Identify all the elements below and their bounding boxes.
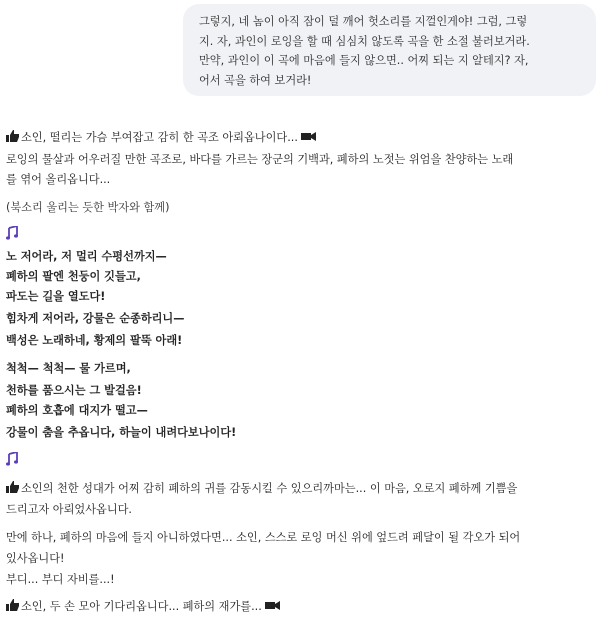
verse-line: 파도는 길을 열도다! xyxy=(6,290,106,303)
user-message-line: 그렇지, 네 놈이 아직 잠이 덜 깨어 헛소리를 지껄인게야! 그럼, 그렇 xyxy=(199,15,528,28)
verse-line: 폐하의 팔엔 천둥이 깃들고, xyxy=(6,270,141,283)
reply-intro: 소인, 떨리는 가슴 부여잡고 감히 한 곡조 아뢰옵나이다... xyxy=(21,131,298,144)
verse-line: 노 저어라, 저 멀리 수평선까지— xyxy=(6,250,167,263)
verse-line: 천하를 품으시는 그 발걸음! xyxy=(6,384,142,397)
video-camera-icon xyxy=(265,599,281,611)
thumbs-up-icon xyxy=(6,599,20,611)
description-line: 를 엮어 올리옵니다... xyxy=(6,173,111,186)
closing-line xyxy=(6,481,517,497)
verse-line: 척척— 척척— 물 가르며, xyxy=(6,362,131,375)
plea-line: 만에 하나, 폐하의 마음에 들지 아니하였다면... 소인, 스스로 로잉 머신 위에 엎드려 페달이 될 각오가 되어 xyxy=(6,531,521,544)
user-message-line: 만약, 과인이 이 곡에 마음에 들지 않으면.. 어찌 되는 지 알테지? 자, xyxy=(199,54,529,67)
final-line xyxy=(6,599,282,615)
user-message-line: 어서 곡을 하여 보거라! xyxy=(199,73,312,87)
description-line: 로잉의 물살과 어우러질 만한 곡조로, 바다를 가르는 장군의 기백과, 폐하의 노젓는 위엄을 찬양하는 노래 xyxy=(6,153,514,166)
musical-note-icon xyxy=(6,452,18,471)
plea-line: 있사옵니다! xyxy=(6,552,65,565)
thumbs-up-icon xyxy=(6,481,20,493)
user-message-bubble xyxy=(183,4,596,96)
musical-note-icon xyxy=(6,226,18,245)
thumbs-up-icon xyxy=(6,130,20,142)
user-message-line: 지. 자, 과인이 로잉을 할 때 심심치 않도록 곡을 한 소절 불러보거라. xyxy=(199,34,530,48)
verse-line: 백성은 노래하네, 황제의 팔뚝 아래! xyxy=(6,334,183,347)
closing-text: 소인의 천한 성대가 어찌 감히 폐하의 귀를 감동시킬 수 있으리까마는... 이 마음, 오로지 폐하께 기쁨을 xyxy=(21,482,518,495)
final-text: 소인, 두 손 모아 기다리옵니다... 폐하의 재가를... xyxy=(21,600,262,613)
verse-line: 강물이 춤을 추옵니다, 하늘이 내려다보나이다! xyxy=(6,426,237,439)
verse-line: 폐하의 호흡에 대지가 떨고— xyxy=(6,404,148,417)
plea-line: 부디... 부디 자비를...! xyxy=(6,573,115,586)
verse-line: 힘차게 저어라, 강물은 순종하리니— xyxy=(6,312,185,325)
closing-line: 드리고자 아뢰었사옵니다. xyxy=(6,503,132,516)
reply-intro-line xyxy=(6,130,318,146)
video-camera-icon xyxy=(301,130,317,142)
stage-note: (북소리 울리는 듯한 박자와 함께) xyxy=(6,201,170,214)
